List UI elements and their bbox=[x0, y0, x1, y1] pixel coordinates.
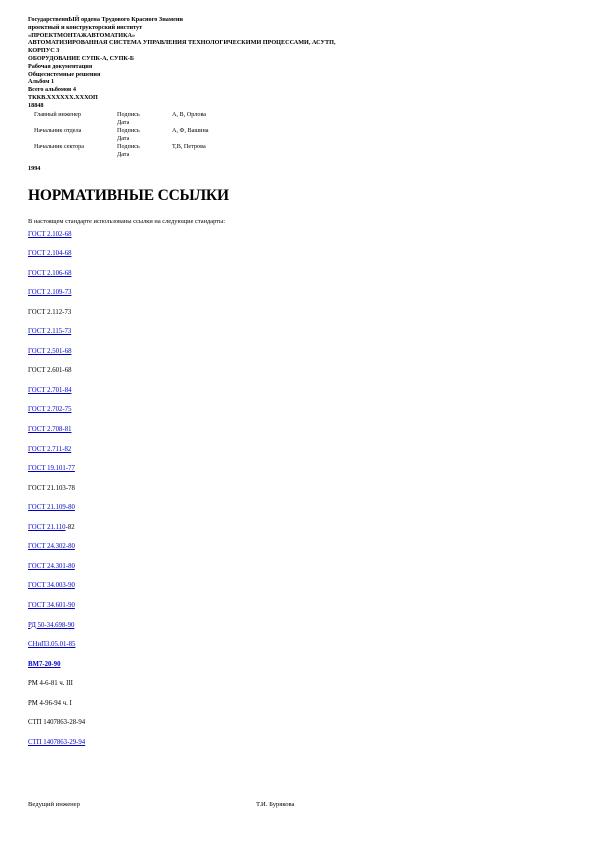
reference-link[interactable]: ГОСТ 2.115-73 bbox=[28, 328, 72, 336]
reference-link[interactable]: ГОСТ 24.301-80 bbox=[28, 562, 75, 570]
reference-item bbox=[28, 700, 578, 708]
reference-item[interactable] bbox=[28, 504, 578, 512]
header-line: АВТОМАТИЗИРОВАННАЯ СИСТЕМА УПРАВЛЕНИЯ ТЕХНОЛОГИЧЕСКИМИ ПРОЦЕССАМИ, АСУТП, bbox=[28, 39, 336, 47]
footer-position: Ведущий инженер bbox=[28, 801, 80, 808]
signature-sign-label: Подпись bbox=[117, 110, 140, 118]
document-footer bbox=[28, 801, 568, 808]
reference-link[interactable]: ГОСТ 21.110 bbox=[28, 523, 66, 531]
reference-item[interactable] bbox=[28, 661, 578, 669]
reference-link[interactable]: ГОСТ 2.501-68 bbox=[28, 347, 72, 355]
reference-item[interactable] bbox=[28, 270, 578, 278]
reference-item[interactable] bbox=[28, 622, 578, 630]
reference-link[interactable]: ГОСТ 2.106-68 bbox=[28, 269, 72, 277]
signature-role: Начальник отдела bbox=[34, 126, 82, 134]
reference-item bbox=[28, 309, 578, 317]
reference-item[interactable] bbox=[28, 602, 578, 610]
document-page bbox=[28, 16, 578, 758]
signature-table bbox=[34, 111, 209, 159]
reference-text: СТП 1407863-28-94 bbox=[28, 719, 86, 727]
reference-item bbox=[28, 680, 578, 688]
signature-row bbox=[34, 143, 209, 151]
reference-item[interactable] bbox=[28, 289, 578, 297]
signature-name: А, В, Орлова bbox=[172, 110, 207, 118]
reference-text: ГОСТ 2.112-73 bbox=[28, 308, 72, 316]
header-line: ГосударственнЫЙ ордена Трудового Красного Знамени bbox=[28, 16, 183, 23]
signature-name: Т,В, Петрова bbox=[172, 142, 206, 150]
header-line: ОБОРУДОВАНИЕ СУПК-А, СУПК-Б bbox=[28, 54, 135, 62]
page-title: НОРМАТИВНЫЕ ССЫЛКИ bbox=[28, 186, 229, 204]
reference-link[interactable]: ГОСТ 2.109-73 bbox=[28, 289, 72, 297]
header-line: проектный и конструкторский институт bbox=[28, 23, 143, 31]
header-line: Общесистемные решения bbox=[28, 70, 101, 78]
reference-link[interactable]: ГОСТ 19.101-77 bbox=[28, 465, 75, 473]
reference-link[interactable]: ГОСТ 2.102-68 bbox=[28, 230, 72, 238]
reference-item[interactable] bbox=[28, 446, 578, 454]
reference-item[interactable] bbox=[28, 524, 578, 532]
reference-suffix: -82 bbox=[65, 523, 75, 531]
reference-link[interactable]: ВМ7-20-90 bbox=[28, 660, 61, 668]
reference-text: ГОСТ 21.103-78 bbox=[28, 484, 75, 492]
reference-item[interactable] bbox=[28, 641, 578, 649]
reference-link[interactable]: ГОСТ 2.702-75 bbox=[28, 406, 72, 414]
signature-role: Главный инженер bbox=[34, 110, 81, 118]
reference-text: РМ 4-6-81 ч. III bbox=[28, 680, 73, 688]
reference-link[interactable]: ГОСТ 34.601-90 bbox=[28, 601, 75, 609]
reference-text: РМ 4-96-94 ч. I bbox=[28, 699, 72, 707]
signature-role: Начальник сектора bbox=[34, 142, 85, 150]
signature-sign-label: Подпись bbox=[117, 142, 140, 150]
reference-item[interactable] bbox=[28, 739, 578, 747]
intro-text: В настоящем стандарте использованы ссылки на следующие стандарты: bbox=[28, 217, 226, 225]
signature-name: А, Ф, Вашина bbox=[172, 126, 209, 134]
reference-text: ГОСТ 2.601-68 bbox=[28, 367, 72, 375]
signature-row bbox=[34, 111, 209, 119]
reference-link[interactable]: ГОСТ 2.701-84 bbox=[28, 386, 72, 394]
document-header bbox=[28, 16, 578, 110]
reference-item[interactable] bbox=[28, 563, 578, 571]
footer-name: Т.И. Бурякова bbox=[256, 801, 295, 808]
reference-link[interactable]: ГОСТ 2.711-82 bbox=[28, 445, 72, 453]
reference-item bbox=[28, 485, 578, 493]
reference-item[interactable] bbox=[28, 465, 578, 473]
reference-list bbox=[28, 231, 578, 747]
reference-item[interactable] bbox=[28, 328, 578, 336]
reference-link[interactable]: ГОСТ 2.104-68 bbox=[28, 250, 72, 258]
signature-date-label: Дата bbox=[117, 134, 130, 142]
reference-item bbox=[28, 719, 578, 727]
reference-item[interactable] bbox=[28, 543, 578, 551]
reference-link[interactable]: СТП 1407863-29-94 bbox=[28, 738, 86, 746]
header-line: КОРПУС 3 bbox=[28, 47, 60, 55]
header-line: Всего альбомов 4 bbox=[28, 86, 76, 94]
signature-row bbox=[34, 127, 209, 135]
header-line: Рабочая документация bbox=[28, 62, 93, 70]
header-line: ТККВ.ХХХХХХ.ХХХОП bbox=[28, 93, 98, 101]
document-year: 1994 bbox=[28, 164, 41, 172]
signature-date-row bbox=[34, 151, 209, 159]
header-line: Альбом 1 bbox=[28, 78, 55, 86]
reference-link[interactable]: РД 50-34.698-90 bbox=[28, 621, 75, 629]
reference-item[interactable] bbox=[28, 387, 578, 395]
reference-item[interactable] bbox=[28, 582, 578, 590]
signature-date-label: Дата bbox=[117, 118, 130, 126]
reference-link[interactable]: ГОСТ 34.003-90 bbox=[28, 582, 75, 590]
reference-item[interactable] bbox=[28, 250, 578, 258]
reference-item[interactable] bbox=[28, 426, 578, 434]
signature-date-row bbox=[34, 119, 209, 127]
reference-item[interactable] bbox=[28, 348, 578, 356]
signature-date-row bbox=[34, 135, 209, 143]
signature-date-label: Дата bbox=[117, 150, 130, 158]
reference-link[interactable]: СНиП3.05.01-85 bbox=[28, 641, 76, 649]
signature-sign-label: Подпись bbox=[117, 126, 140, 134]
header-line: 18848 bbox=[28, 101, 44, 109]
reference-link[interactable]: ГОСТ 21.109-80 bbox=[28, 504, 75, 512]
reference-item[interactable] bbox=[28, 406, 578, 414]
reference-item[interactable] bbox=[28, 231, 578, 239]
reference-link[interactable]: ГОСТ 24.302-80 bbox=[28, 543, 75, 551]
reference-item bbox=[28, 367, 578, 375]
reference-link[interactable]: ГОСТ 2.708-81 bbox=[28, 426, 72, 434]
header-line: «ПРОЕКТМОНТАЖАВТОМАТИКА» bbox=[28, 31, 136, 39]
